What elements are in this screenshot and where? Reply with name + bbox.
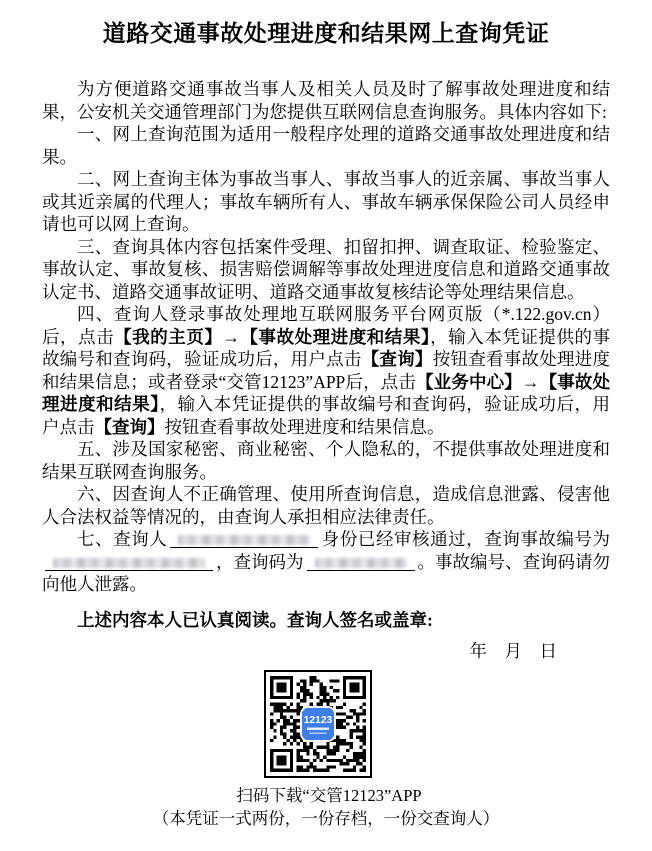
paragraph-8 xyxy=(42,528,610,596)
qr-logo-label: 12123 xyxy=(303,714,333,726)
paragraph-4 xyxy=(42,236,610,304)
paragraph-6 xyxy=(42,438,610,483)
text-segment: 六、因查询人不正确管理、使用所查询信息，造成信息泄露、侵害他人合法权益等情况的，由查询人承担相应法律责任。 xyxy=(42,484,610,527)
text-segment: 【业务中心】 xyxy=(416,371,522,392)
text-segment: 二、网上查询主体为事故当事人、事故当事人的近亲属、事故当事人或其近亲属的代理人；事故车辆所有人、事故车辆承保保险公司人员经申请也可以网上查询。 xyxy=(42,169,610,234)
text-segment: 【查询】 xyxy=(361,349,433,369)
text-segment: → xyxy=(222,326,240,347)
qr-modules xyxy=(270,676,366,772)
document-title: 道路交通事故处理进度和结果网上查询凭证 xyxy=(102,21,550,46)
qr-code xyxy=(264,670,372,778)
qr-frame xyxy=(264,670,372,778)
text-segment: 【我的主页】 xyxy=(114,326,223,347)
text-segment: 为方便道路交通事故当事人及相关人员及时了解事故处理进度和结果，公安机关交通管理部门为您提供互联网信息查询服务。具体内容如下: xyxy=(42,79,610,122)
copies-note: （本凭证一式两份，一份存档，一份交查询人） xyxy=(152,808,500,828)
date-blanks: 年 月 日 xyxy=(469,640,557,661)
text-segment: 一、网上查询范围为适用一般程序处理的道路交通事故处理进度和结果。 xyxy=(42,124,610,167)
paragraph-5 xyxy=(42,303,610,438)
text-segment: 【事故处理进度和结果】 xyxy=(239,326,431,347)
text-segment: 。事故编号、查询码请勿向他人泄露。 xyxy=(42,551,610,594)
paragraph-3 xyxy=(42,168,610,236)
text-segment: 身份已经审核通过，查询事故编号为 xyxy=(321,529,611,549)
document-body xyxy=(42,78,610,596)
text-segment: 三、查询具体内容包括案件受理、扣留扣押、调查取证、检验鉴定、事故认定、事故复核、损害赔偿调解等事故处理进度信息和道路交通事故认定书、道路交通事故证明、道路交通事故复核结论等处理结果信息。 xyxy=(42,236,610,302)
qr-download-caption: 扫码下载“交管12123”APP xyxy=(236,785,422,805)
text-segment: 按钮查看事故处理进度和结果信息；或者登录“交管12123”APP后，点击 xyxy=(42,349,611,392)
text-segment: ，输入本凭证提供的事故编号和查询码，验证成功后，用户点击 xyxy=(42,394,611,437)
text-segment: 【查询】 xyxy=(94,416,165,437)
text-segment: → xyxy=(521,371,540,392)
text-segment: 五、涉及国家秘密、商业秘密、个人隐私的，不提供事故处理进度和结果互联网查询服务。 xyxy=(42,439,610,482)
text-segment: ，输入本凭证提供的事故编号和查询码，验证成功后，用户点击 xyxy=(42,326,611,369)
signature-instruction: 上述内容本人已认真阅读。查询人签名或盖章: xyxy=(77,609,433,630)
paragraph-1 xyxy=(42,78,610,123)
redacted-applicant-name xyxy=(170,531,318,548)
paragraph-2 xyxy=(42,123,610,168)
text-segment: 四、查询人登录事故处理地互联网服务平台网页版（*.122.gov.cn）后，点击 xyxy=(42,304,610,347)
paragraph-7 xyxy=(42,483,610,528)
redacted-accident-number xyxy=(45,554,213,571)
text-segment: ，查询码为 xyxy=(216,551,304,572)
text-segment: 按钮查看事故处理进度和结果信息。 xyxy=(164,416,445,437)
text-segment: 【事故处理进度和结果】 xyxy=(42,371,611,414)
redacted-query-code xyxy=(307,554,415,571)
text-segment: 七、查询人 xyxy=(77,529,168,549)
